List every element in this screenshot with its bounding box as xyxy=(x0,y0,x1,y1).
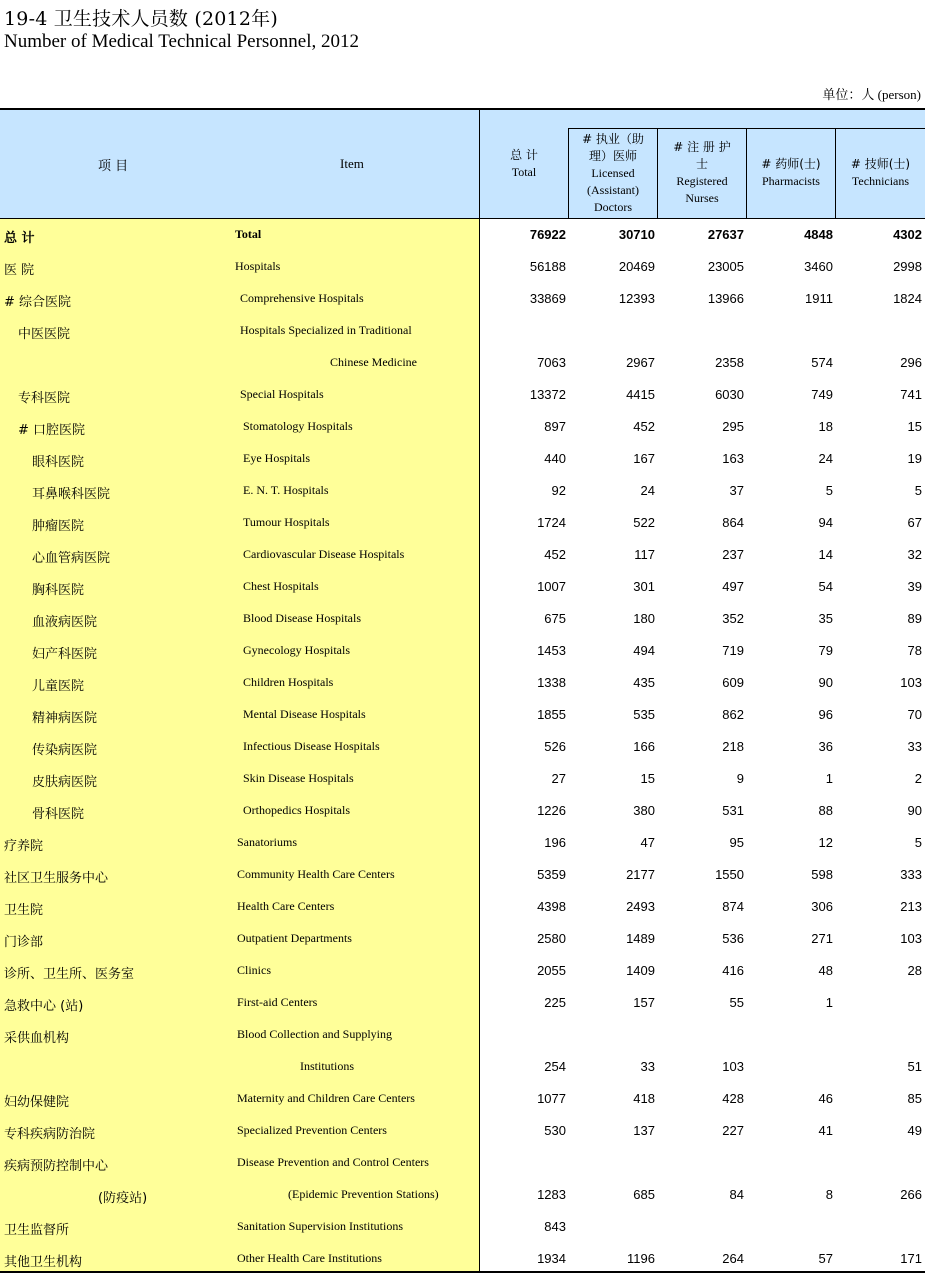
cell-pharmacists: 24 xyxy=(818,451,833,466)
header-technicians-cn: # 技师(士) xyxy=(850,157,911,171)
table-row xyxy=(0,1019,925,1051)
row-label-cn: 医 院 xyxy=(4,263,35,278)
cell-pharmacists: 1 xyxy=(825,995,833,1010)
cell-nurses: 874 xyxy=(722,899,744,914)
cell-doctors: 435 xyxy=(633,675,655,690)
row-label-en: Gynecology Hospitals xyxy=(243,643,350,657)
cell-doctors: 47 xyxy=(640,835,655,850)
cell-total: 1453 xyxy=(537,643,566,658)
cell-total: 526 xyxy=(544,739,566,754)
table-row xyxy=(0,827,925,859)
cell-nurses: 2358 xyxy=(715,355,744,370)
cell-nurses: 264 xyxy=(722,1251,744,1266)
cell-technicians: 33 xyxy=(907,739,922,754)
cell-pharmacists: 48 xyxy=(818,963,833,978)
row-label-en: First-aid Centers xyxy=(237,995,318,1009)
statistics-table xyxy=(0,108,925,1273)
header-technicians xyxy=(836,128,925,218)
row-label-cn: 社区卫生服务中心 xyxy=(4,871,109,886)
row-label-cn: 疾病预防控制中心 xyxy=(4,1159,109,1174)
cell-nurses: 55 xyxy=(729,995,744,1010)
cell-pharmacists: 574 xyxy=(811,355,833,370)
cell-technicians: 15 xyxy=(907,419,922,434)
cell-doctors: 166 xyxy=(633,739,655,754)
row-label-cn: # 口腔医院 xyxy=(18,423,86,438)
row-label-cn: # 综合医院 xyxy=(4,295,72,310)
cell-doctors: 452 xyxy=(633,419,655,434)
table-row xyxy=(0,955,925,987)
cell-technicians: 19 xyxy=(907,451,922,466)
cell-technicians: 296 xyxy=(900,355,922,370)
cell-technicians: 333 xyxy=(900,867,922,882)
table-row xyxy=(0,1243,925,1275)
cell-pharmacists: 5 xyxy=(825,483,833,498)
cell-nurses: 1550 xyxy=(715,867,744,882)
row-label-en: Disease Prevention and Control Centers xyxy=(237,1155,429,1169)
cell-doctors: 167 xyxy=(633,451,655,466)
cell-doctors: 180 xyxy=(633,611,655,626)
cell-doctors: 1409 xyxy=(626,963,655,978)
cell-nurses: 719 xyxy=(722,643,744,658)
cell-total: 196 xyxy=(544,835,566,850)
cell-pharmacists: 18 xyxy=(818,419,833,434)
cell-total: 33869 xyxy=(529,291,566,306)
cell-technicians: 70 xyxy=(907,707,922,722)
cell-total: 76922 xyxy=(529,227,566,242)
cell-pharmacists: 36 xyxy=(818,739,833,754)
cell-technicians: 89 xyxy=(907,611,922,626)
cell-technicians: 39 xyxy=(907,579,922,594)
table-row xyxy=(0,603,925,635)
row-label-cn: 胸科医院 xyxy=(32,583,85,598)
cell-pharmacists: 14 xyxy=(818,547,833,562)
header-item-en: Item xyxy=(340,156,364,171)
cell-doctors: 685 xyxy=(633,1187,655,1202)
cell-nurses: 536 xyxy=(722,931,744,946)
table-row xyxy=(0,1083,925,1115)
cell-pharmacists: 271 xyxy=(811,931,833,946)
header-nurses-cn: # 注 册 护 士 xyxy=(673,140,731,171)
cell-technicians: 78 xyxy=(907,643,922,658)
table-row xyxy=(0,923,925,955)
cell-doctors: 418 xyxy=(633,1091,655,1106)
table-row xyxy=(0,539,925,571)
cell-total: 1077 xyxy=(537,1091,566,1106)
cell-pharmacists: 90 xyxy=(818,675,833,690)
cell-technicians: 51 xyxy=(907,1059,922,1074)
row-label-en: Tumour Hospitals xyxy=(243,515,330,529)
cell-total: 92 xyxy=(551,483,566,498)
table-top-rule xyxy=(0,108,925,110)
row-label-cn: (防疫站) xyxy=(98,1191,148,1206)
cell-doctors: 2177 xyxy=(626,867,655,882)
header-nurses-en: Registered Nurses xyxy=(676,174,728,205)
cell-nurses: 37 xyxy=(729,483,744,498)
cell-nurses: 218 xyxy=(722,739,744,754)
cell-technicians: 103 xyxy=(900,675,922,690)
table-row xyxy=(0,667,925,699)
cell-doctors: 2493 xyxy=(626,899,655,914)
table-row xyxy=(0,315,925,347)
row-label-en: Blood Collection and Supplying xyxy=(237,1027,392,1041)
cell-technicians: 2998 xyxy=(893,259,922,274)
row-label-cn: 传染病医院 xyxy=(32,743,98,758)
cell-total: 56188 xyxy=(529,259,566,274)
cell-total: 1338 xyxy=(537,675,566,690)
row-label-cn: 皮肤病医院 xyxy=(32,775,98,790)
row-label-en: Specialized Prevention Centers xyxy=(237,1123,387,1137)
cell-technicians: 67 xyxy=(907,515,922,530)
row-label-en: (Epidemic Prevention Stations) xyxy=(288,1187,439,1201)
row-label-cn: 心血管病医院 xyxy=(32,551,111,566)
cell-technicians: 4302 xyxy=(893,227,922,242)
row-label-cn: 血液病医院 xyxy=(32,615,98,630)
cell-nurses: 237 xyxy=(722,547,744,562)
cell-total: 1283 xyxy=(537,1187,566,1202)
cell-pharmacists: 41 xyxy=(818,1123,833,1138)
cell-total: 452 xyxy=(544,547,566,562)
cell-technicians: 32 xyxy=(907,547,922,562)
table-row xyxy=(0,795,925,827)
cell-nurses: 103 xyxy=(722,1059,744,1074)
table-row xyxy=(0,507,925,539)
cell-total: 897 xyxy=(544,419,566,434)
cell-nurses: 13966 xyxy=(707,291,744,306)
table-row xyxy=(0,1147,925,1179)
row-label-en: Stomatology Hospitals xyxy=(243,419,353,433)
row-label-cn: 妇幼保健院 xyxy=(4,1095,70,1110)
cell-technicians: 90 xyxy=(907,803,922,818)
row-label-en: Infectious Disease Hospitals xyxy=(243,739,380,753)
cell-technicians: 2 xyxy=(914,771,922,786)
row-label-en: Special Hospitals xyxy=(240,387,324,401)
header-technicians-en: Technicians xyxy=(851,174,910,188)
cell-nurses: 416 xyxy=(722,963,744,978)
table-row xyxy=(0,987,925,1019)
row-label-cn: 诊所、卫生所、医务室 xyxy=(4,967,135,982)
cell-total: 7063 xyxy=(537,355,566,370)
cell-doctors: 24 xyxy=(640,483,655,498)
row-label-en: Chinese Medicine xyxy=(330,355,417,369)
cell-pharmacists: 57 xyxy=(818,1251,833,1266)
unit-label: 单位：人 (person) xyxy=(822,87,921,102)
cell-doctors: 20469 xyxy=(618,259,655,274)
cell-doctors: 15 xyxy=(640,771,655,786)
row-label-en: Other Health Care Institutions xyxy=(237,1251,382,1265)
row-label-en: Hospitals Specialized in Traditional xyxy=(240,323,412,337)
row-label-en: Eye Hospitals xyxy=(243,451,310,465)
cell-technicians: 1824 xyxy=(893,291,922,306)
cell-nurses: 497 xyxy=(722,579,744,594)
table-row xyxy=(0,251,925,283)
row-label-en: Hospitals xyxy=(235,259,281,273)
table-row xyxy=(0,859,925,891)
row-label-cn: 中医医院 xyxy=(18,327,71,342)
cell-total: 440 xyxy=(544,451,566,466)
table-row xyxy=(0,283,925,315)
cell-technicians: 49 xyxy=(907,1123,922,1138)
row-label-cn: 疗养院 xyxy=(4,839,44,854)
header-total xyxy=(480,110,568,218)
cell-nurses: 531 xyxy=(722,803,744,818)
header-nurses xyxy=(658,128,746,218)
cell-technicians: 741 xyxy=(900,387,922,402)
cell-technicians: 28 xyxy=(907,963,922,978)
cell-nurses: 609 xyxy=(722,675,744,690)
cell-total: 1934 xyxy=(537,1251,566,1266)
table-row xyxy=(0,219,925,251)
row-label-cn: 专科医院 xyxy=(18,391,71,406)
cell-total: 1007 xyxy=(537,579,566,594)
table-row xyxy=(0,1179,925,1211)
cell-technicians: 213 xyxy=(900,899,922,914)
cell-pharmacists: 94 xyxy=(818,515,833,530)
cell-doctors: 33 xyxy=(640,1059,655,1074)
header-pharmacists-cn: # 药师(士) xyxy=(761,157,821,171)
table-row xyxy=(0,347,925,379)
cell-pharmacists: 8 xyxy=(825,1187,833,1202)
cell-nurses: 862 xyxy=(722,707,744,722)
cell-doctors: 494 xyxy=(633,643,655,658)
row-label-en: Sanitation Supervision Institutions xyxy=(237,1219,404,1233)
table-row xyxy=(0,1115,925,1147)
row-label-cn: 门诊部 xyxy=(4,935,44,950)
cell-nurses: 27637 xyxy=(707,227,744,242)
table-row xyxy=(0,1211,925,1243)
header-item-cn: 项 目 xyxy=(98,159,129,174)
cell-doctors: 1489 xyxy=(626,931,655,946)
row-label-en: Comprehensive Hospitals xyxy=(240,291,364,305)
cell-nurses: 227 xyxy=(722,1123,744,1138)
cell-total: 1855 xyxy=(537,707,566,722)
cell-pharmacists: 12 xyxy=(818,835,833,850)
cell-doctors: 137 xyxy=(633,1123,655,1138)
cell-nurses: 295 xyxy=(722,419,744,434)
cell-total: 27 xyxy=(551,771,566,786)
cell-nurses: 864 xyxy=(722,515,744,530)
cell-nurses: 84 xyxy=(729,1187,744,1202)
cell-pharmacists: 598 xyxy=(811,867,833,882)
cell-technicians: 5 xyxy=(914,483,922,498)
row-label-en: Skin Disease Hospitals xyxy=(243,771,354,785)
row-label-cn: 卫生院 xyxy=(4,903,44,918)
cell-total: 530 xyxy=(544,1123,566,1138)
cell-doctors: 2967 xyxy=(626,355,655,370)
cell-nurses: 428 xyxy=(722,1091,744,1106)
row-label-en: Community Health Care Centers xyxy=(237,867,395,881)
row-label-en: Health Care Centers xyxy=(237,899,335,913)
cell-doctors: 380 xyxy=(633,803,655,818)
row-label-cn: 眼科医院 xyxy=(32,455,85,470)
row-label-en: Maternity and Children Care Centers xyxy=(237,1091,415,1105)
cell-doctors: 117 xyxy=(634,547,655,562)
row-label-cn: 专科疾病防治院 xyxy=(4,1127,96,1142)
cell-total: 675 xyxy=(544,611,566,626)
table-row xyxy=(0,1051,925,1083)
cell-pharmacists: 79 xyxy=(818,643,833,658)
row-label-cn: 骨科医院 xyxy=(32,807,85,822)
header-total-cn: 总 计 xyxy=(510,148,538,162)
row-label-cn: 总 计 xyxy=(4,231,35,246)
cell-doctors: 30710 xyxy=(618,227,655,242)
cell-total: 4398 xyxy=(537,899,566,914)
cell-pharmacists: 306 xyxy=(811,899,833,914)
cell-pharmacists: 88 xyxy=(818,803,833,818)
row-label-en: Chest Hospitals xyxy=(243,579,319,593)
header-total-en: Total xyxy=(511,165,537,179)
row-label-en: Mental Disease Hospitals xyxy=(243,707,366,721)
row-label-en: Blood Disease Hospitals xyxy=(243,611,361,625)
row-label-cn: 卫生监督所 xyxy=(4,1223,70,1238)
cell-total: 225 xyxy=(544,995,566,1010)
table-row xyxy=(0,475,925,507)
cell-total: 13372 xyxy=(529,387,566,402)
cell-nurses: 352 xyxy=(722,611,744,626)
table-title-cn: 19-4 卫生技术人员数 (2012年) xyxy=(4,8,278,30)
cell-nurses: 95 xyxy=(729,835,744,850)
table-row xyxy=(0,731,925,763)
row-label-cn: 肿瘤医院 xyxy=(32,519,85,534)
cell-pharmacists: 3460 xyxy=(804,259,833,274)
cell-total: 2580 xyxy=(537,931,566,946)
row-label-en: Orthopedics Hospitals xyxy=(243,803,350,817)
row-label-en: E. N. T. Hospitals xyxy=(243,483,329,497)
cell-total: 5359 xyxy=(537,867,566,882)
table-row xyxy=(0,411,925,443)
row-label-en: Clinics xyxy=(237,963,272,977)
cell-pharmacists: 35 xyxy=(818,611,833,626)
header-doctors xyxy=(569,128,657,218)
cell-total: 1724 xyxy=(537,515,566,530)
row-label-en: Sanatoriums xyxy=(237,835,297,849)
cell-pharmacists: 46 xyxy=(818,1091,833,1106)
cell-technicians: 266 xyxy=(900,1187,922,1202)
cell-pharmacists: 1911 xyxy=(805,291,833,306)
row-label-cn: 精神病医院 xyxy=(32,711,98,726)
table-row xyxy=(0,379,925,411)
table-row xyxy=(0,763,925,795)
cell-pharmacists: 96 xyxy=(818,707,833,722)
cell-total: 254 xyxy=(544,1059,566,1074)
cell-technicians: 103 xyxy=(900,931,922,946)
cell-doctors: 522 xyxy=(633,515,655,530)
row-label-en: Cardiovascular Disease Hospitals xyxy=(243,547,405,561)
header-pharmacists xyxy=(747,128,835,218)
table-row xyxy=(0,635,925,667)
cell-pharmacists: 749 xyxy=(811,387,833,402)
cell-technicians: 85 xyxy=(907,1091,922,1106)
cell-pharmacists: 54 xyxy=(818,579,833,594)
table-row xyxy=(0,891,925,923)
cell-technicians: 171 xyxy=(900,1251,922,1266)
cell-total: 1226 xyxy=(537,803,566,818)
table-row xyxy=(0,571,925,603)
cell-doctors: 4415 xyxy=(626,387,655,402)
row-label-cn: 采供血机构 xyxy=(4,1031,70,1046)
row-label-cn: 其他卫生机构 xyxy=(4,1255,83,1270)
cell-nurses: 9 xyxy=(736,771,744,786)
cell-nurses: 6030 xyxy=(715,387,744,402)
header-doctors-cn: # 执业（助理）医师 xyxy=(582,131,644,163)
cell-total: 2055 xyxy=(537,963,566,978)
table-row xyxy=(0,699,925,731)
cell-pharmacists: 4848 xyxy=(804,227,833,242)
row-label-en: Total xyxy=(235,227,262,241)
cell-doctors: 1196 xyxy=(627,1251,655,1266)
header-background-item xyxy=(0,110,479,218)
row-label-en: Outpatient Departments xyxy=(237,931,352,945)
row-label-cn: 妇产科医院 xyxy=(32,647,98,662)
cell-nurses: 163 xyxy=(722,451,744,466)
row-label-en: Children Hospitals xyxy=(243,675,334,689)
cell-technicians: 5 xyxy=(914,835,922,850)
row-label-cn: 耳鼻喉科医院 xyxy=(32,487,111,502)
cell-pharmacists: 1 xyxy=(825,771,833,786)
table-row xyxy=(0,443,925,475)
cell-total: 843 xyxy=(544,1219,566,1234)
row-label-en: Institutions xyxy=(300,1059,355,1073)
row-label-cn: 儿童医院 xyxy=(32,679,85,694)
row-label-cn: 急救中心 (站) xyxy=(4,999,84,1014)
table-title-en: Number of Medical Technical Personnel, 2012 xyxy=(4,31,359,52)
cell-doctors: 535 xyxy=(633,707,655,722)
cell-doctors: 157 xyxy=(633,995,655,1010)
header-doctors-en: Licensed (Assistant) Doctors xyxy=(587,165,639,214)
cell-doctors: 301 xyxy=(633,579,655,594)
cell-nurses: 23005 xyxy=(707,259,744,274)
cell-doctors: 12393 xyxy=(618,291,655,306)
header-pharmacists-en: Pharmacists xyxy=(761,174,820,188)
